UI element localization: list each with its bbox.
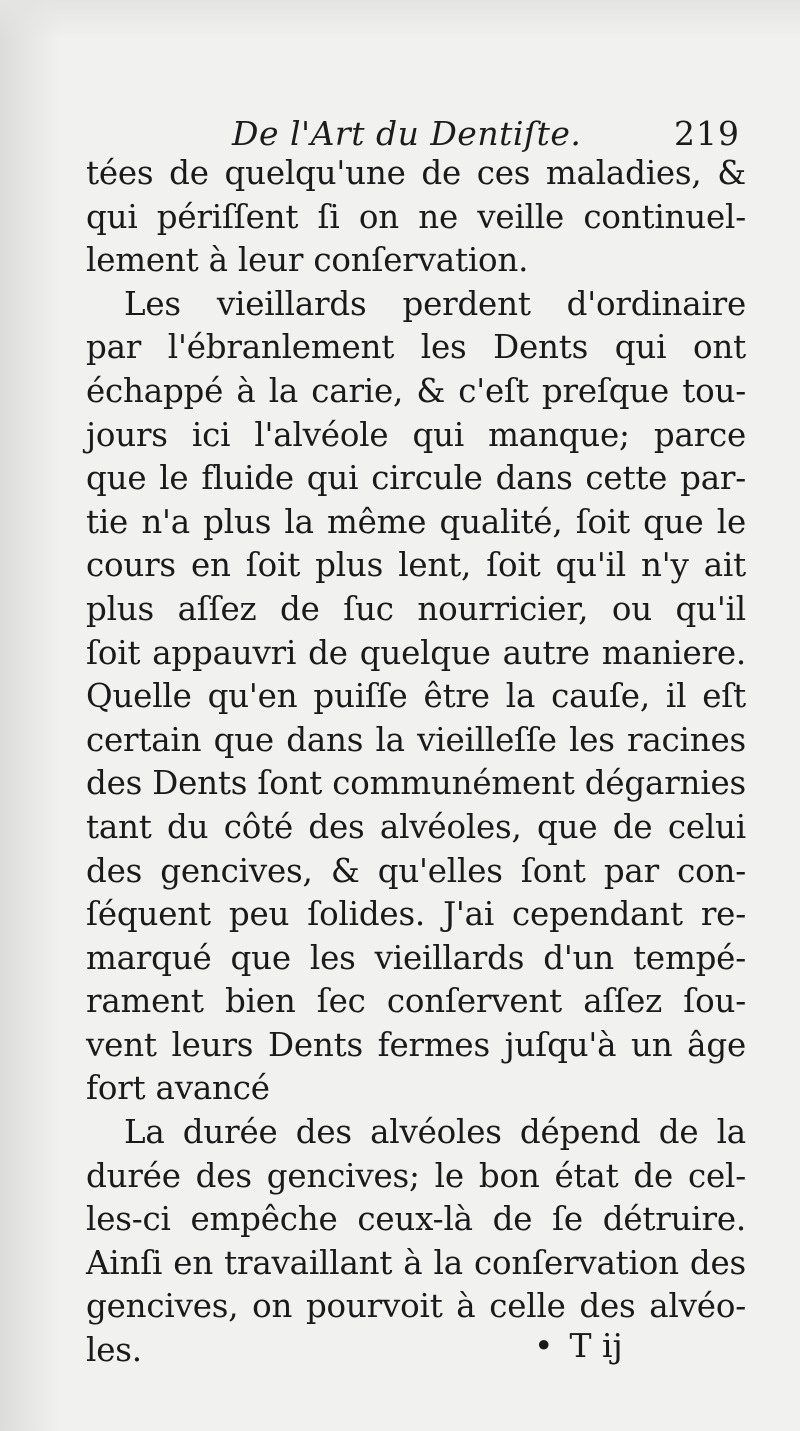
page-number: 219 (674, 114, 740, 153)
text-line: ſéquent peu ſolides. J'ai cependant re- (86, 895, 746, 934)
text-line: tant du côté des alvéoles, que de celui (86, 807, 746, 846)
text-line: vent leurs Dents fermes juſqu'à un âge (86, 1025, 746, 1064)
text-line: certain que dans la vieilleſſe les racines (86, 720, 746, 759)
text-line: échappé à la carie, & c'eſt preſque tou- (86, 371, 746, 410)
text-line: des gencives, & qu'elles ſont par con- (86, 851, 746, 890)
text-line: marqué que les vieillards d'un tempé- (86, 938, 746, 977)
page-header (90, 108, 740, 158)
text-line: qui périſſent ſi on ne veille continuel- (86, 197, 746, 236)
signature-mark: T ij (569, 1326, 623, 1365)
text-line: tie n'a plus la même qualité, ſoit que le (86, 502, 746, 541)
text-line: La durée des alvéoles dépend de la (124, 1113, 746, 1152)
text-line: durée des gencives; le bon état de cel- (86, 1156, 746, 1195)
text-line: les. (86, 1331, 142, 1370)
text-line: rament bien ſec conſervent aſſez ſou- (86, 982, 746, 1021)
text-line: tées de quelqu'une de ces maladies, & (86, 154, 746, 192)
page-footer (534, 1326, 623, 1365)
text-line: fort avancé (86, 1069, 270, 1108)
text-line: que le fluide qui circule dans cette par- (86, 459, 746, 498)
text-line: les-ci empêche ceux-là de ſe détruire. (86, 1200, 746, 1239)
text-line: par l'ébranlement les Dents qui ont (86, 328, 746, 367)
bullet-icon: • (534, 1326, 554, 1365)
text-line: cours en ſoit plus lent, ſoit qu'il n'y ait (86, 546, 746, 585)
text-line: jours ici l'alvéole qui manque; parce (86, 415, 746, 454)
text-line: plus aſſez de ſuc nourricier, ou qu'il (86, 589, 746, 628)
text-line: lement à leur conſervation. (86, 241, 529, 280)
running-title: De l'Art du Dentiſte. (232, 114, 582, 153)
text-line: Ainſi en travaillant à la conſervation des (86, 1243, 746, 1282)
text-line: Quelle qu'en puiſſe être la cauſe, il eſt (86, 677, 746, 716)
text-line: des Dents ſont communément dégarnies (86, 764, 746, 803)
text-line: Les vieillards perdent d'ordinaire (124, 284, 746, 323)
text-line: gencives, on pourvoit à celle des alvéo- (86, 1287, 746, 1326)
text-line: ſoit appauvri de quelque autre maniere. (86, 633, 746, 672)
body-text (86, 152, 746, 1373)
